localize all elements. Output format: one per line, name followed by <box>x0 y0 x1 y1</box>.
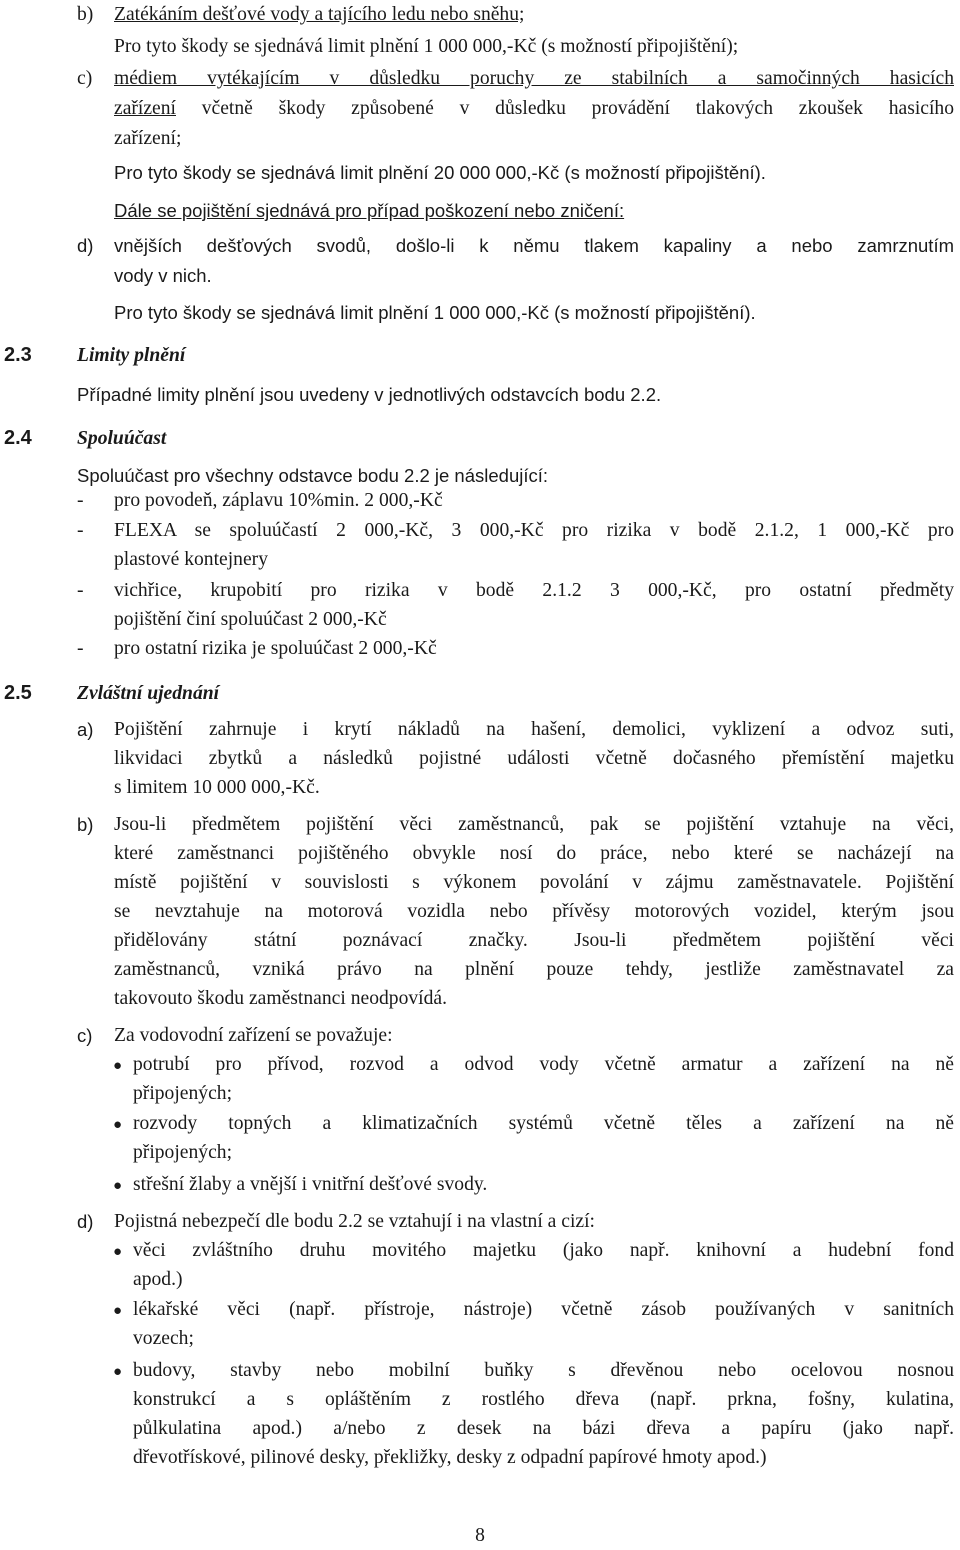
special-a-line1: Pojištění zahrnuje i krytí nákladů na hašení, demolici, vyklizení a odvoz suti, <box>114 719 954 740</box>
special-b-line4: se nevztahuje na motorová vozidla nebo přívěsy motorových vozidel, kterým jsou <box>114 901 954 922</box>
deductible-item-3-line2: pojištění činí spoluúčast 2 000,-Kč <box>114 609 387 630</box>
bullet-icon: ● <box>113 1117 123 1133</box>
item-b-limit: Pro tyto škody se sjednává limit plnění 1 000 000,-Kč (s možností připojištění); <box>114 36 739 57</box>
item-d-line2: vody v nich. <box>114 265 212 286</box>
deductible-item-4: pro ostatní rizika je spoluúčast 2 000,-Kč <box>114 638 437 659</box>
item-c-line1: médiem vytékajícím v důsledku poruchy ze stabilních a samočinných hasicích <box>114 68 954 89</box>
section-2-4-title: Spoluúčast <box>77 428 167 449</box>
deductible-item-3-line1: vichřice, krupobití pro rizika v bodě 2.1.2 3 000,-Kč, pro ostatní předměty <box>114 580 954 601</box>
special-c-bullet-2-line2: připojených; <box>133 1142 233 1163</box>
item-c-line3: zařízení; <box>114 128 182 149</box>
special-d-bullet-3-line2: konstrukcí a s opláštěním z rostlého dřeva (např. prkna, fošny, kulatina, <box>133 1389 954 1410</box>
item-c-line2-rest: včetně škody způsobené v důsledku provádění tlakových zkoušek hasicího <box>176 98 954 119</box>
item-d-marker: d) <box>77 235 94 256</box>
special-d-bullet-3-line3: půlkulatina apod.) a/nebo z desek na bázi dřeva a papíru (jako např. <box>133 1418 954 1439</box>
section-2-3-title: Limity plnění <box>77 345 186 366</box>
deductible-item-2-line1: FLEXA se spoluúčastí 2 000,-Kč, 3 000,-Kč pro rizika v bodě 2.1.2, 1 000,-Kč pro <box>114 520 954 541</box>
special-d-bullet-1-line2: apod.) <box>133 1269 183 1290</box>
section-2-4-intro: Spoluúčast pro všechny odstavce bodu 2.2 je následující: <box>77 465 549 486</box>
item-d-limit: Pro tyto škody se sjednává limit plnění 1 000 000,-Kč (s možností připojištění). <box>114 302 756 323</box>
special-b-line2: které zaměstnanci pojištěného obvykle nosí do práce, nebo které se nacházejí na <box>114 843 954 864</box>
special-a-marker: a) <box>77 719 94 740</box>
special-d-bullet-3-line1: budovy, stavby nebo mobilní buňky s dřevěnou nebo ocelovou nosnou <box>133 1360 954 1381</box>
special-c-marker: c) <box>77 1025 93 1046</box>
special-c-intro: Za vodovodní zařízení se považuje: <box>114 1025 393 1046</box>
bullet-icon: ● <box>113 1058 123 1074</box>
section-2-4-number: 2.4 <box>4 427 32 449</box>
item-b-marker: b) <box>77 4 94 25</box>
special-b-line1: Jsou-li předmětem pojištění věci zaměstnanců, pak se pojištění vztahuje na věci, <box>114 814 954 835</box>
special-b-marker: b) <box>77 814 94 835</box>
special-a-line2: likvidaci zbytků a následků pojistné události včetně dočasného přemístění majetku <box>114 748 954 769</box>
section-2-3-number: 2.3 <box>4 344 32 366</box>
special-d-marker: d) <box>77 1211 94 1232</box>
deductible-dash-3: - <box>77 580 84 601</box>
item-c-line2 <box>114 94 954 123</box>
item-d-line1: vnějších dešťových svodů, došlo-li k němu tlakem kapaliny a nebo zamrznutím <box>114 235 954 256</box>
further-insurance-heading: Dále se pojištění sjednává pro případ poškození nebo zničení: <box>114 200 625 221</box>
special-b-line3: místě pojištění v souvislosti s výkonem povolání v zájmu zaměstnavatele. Pojištění <box>114 872 954 893</box>
special-b-line5: přidělovány státní poznávací značky. Jsou-li předmětem pojištění věci <box>114 930 954 951</box>
special-a-line3: s limitem 10 000 000,-Kč. <box>114 777 320 798</box>
special-d-bullet-2-line1: lékařské věci (např. přístroje, nástroje) včetně zásob používaných v sanitních <box>133 1299 954 1320</box>
special-b-line6: zaměstnanců, vzniká právo na plnění pouze tehdy, jestliže zaměstnavatel za <box>114 959 954 980</box>
special-c-bullet-3: střešní žlaby a vnější i vnitřní dešťové svody. <box>133 1174 488 1195</box>
page-number: 8 <box>475 1525 485 1546</box>
item-c-limit: Pro tyto škody se sjednává limit plnění 20 000 000,-Kč (s možností připojištění). <box>114 162 766 183</box>
bullet-icon: ● <box>113 1178 123 1194</box>
section-2-3-text: Případné limity plnění jsou uvedeny v jednotlivých odstavcích bodu 2.2. <box>77 384 662 405</box>
bullet-icon: ● <box>113 1303 123 1319</box>
item-c-line2-underlined: zařízení <box>114 98 176 119</box>
deductible-dash-1: - <box>77 490 84 511</box>
section-2-5-number: 2.5 <box>4 682 32 704</box>
deductible-item-1: pro povodeň, záplavu 10%min. 2 000,-Kč <box>114 490 443 511</box>
special-d-bullet-1-line1: věci zvláštního druhu movitého majetku (jako např. knihovní a hudební fond <box>133 1240 954 1261</box>
special-d-intro: Pojistná nebezpečí dle bodu 2.2 se vztahují i na vlastní a cizí: <box>114 1211 596 1232</box>
special-c-bullet-1-line1: potrubí pro přívod, rozvod a odvod vody včetně armatur a zařízení na ně <box>133 1054 954 1075</box>
special-c-bullet-1-line2: připojených; <box>133 1083 233 1104</box>
deductible-item-2-line2: plastové kontejnery <box>114 549 268 570</box>
bullet-icon: ● <box>113 1244 123 1260</box>
item-c-marker: c) <box>77 68 93 89</box>
special-c-bullet-2-line1: rozvody topných a klimatizačních systémů včetně těles a zařízení na ně <box>133 1113 954 1134</box>
special-d-bullet-2-line2: vozech; <box>133 1328 194 1349</box>
section-2-5-title: Zvláštní ujednání <box>77 683 220 704</box>
deductible-dash-2: - <box>77 520 84 541</box>
deductible-dash-4: - <box>77 638 84 659</box>
item-b-text: Zatékáním dešťové vody a tajícího ledu nebo sněhu; <box>114 4 525 25</box>
special-d-bullet-3-line4: dřevotřískové, pilinové desky, překližky, desky z odpadní papírové hmoty apod.) <box>133 1447 767 1468</box>
special-b-line7: takovouto škodu zaměstnanci neodpovídá. <box>114 988 448 1009</box>
bullet-icon: ● <box>113 1364 123 1380</box>
